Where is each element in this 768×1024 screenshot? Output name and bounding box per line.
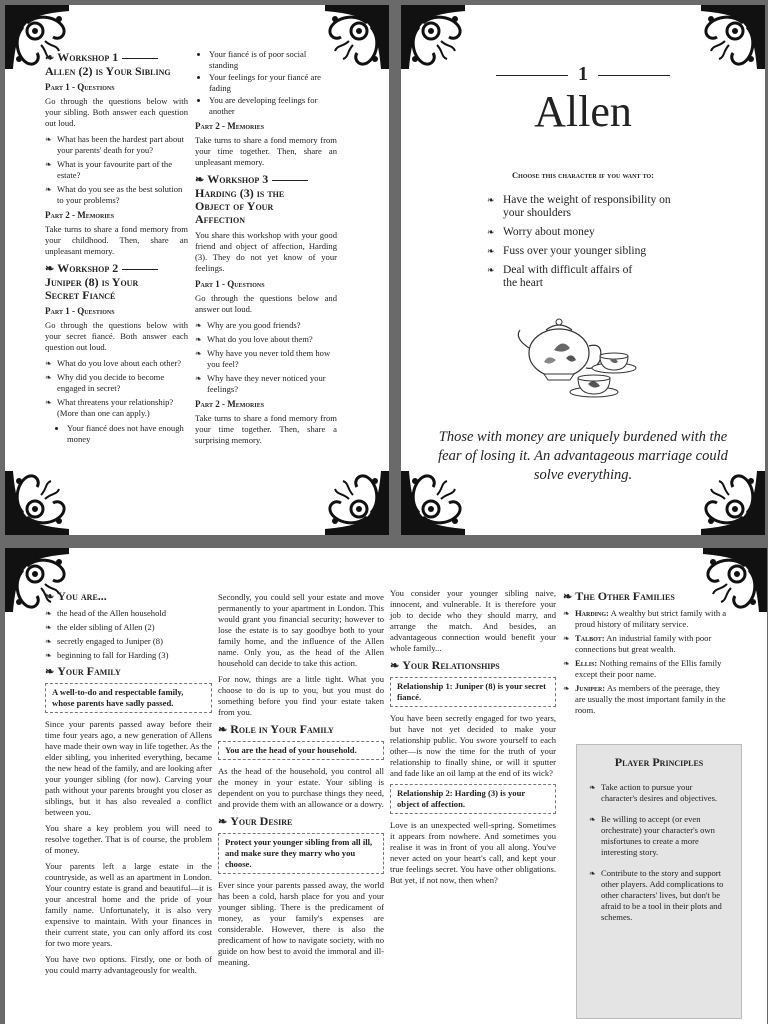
question-item: ❧ What do you love about them? (195, 334, 337, 345)
workshops-column-2 (195, 49, 337, 451)
choice-item: ❧ Worry about money (487, 226, 677, 239)
threat-item: • Your fiancé does not have enough money (67, 423, 188, 445)
question-item: ❧ What has been the hardest part about your parents' death for you? (45, 134, 188, 156)
part-1-label: Part 1 - Questions (195, 279, 265, 289)
desire-box: Protect your younger sibling from all ill, and make sure they marry who you choose. (218, 833, 384, 874)
sheet-column-1 (45, 588, 212, 981)
threat-list (195, 49, 337, 117)
workshop-1-memories: Take turns to share a fond memory from your childhood. Then, share an unpleasant memory. (45, 224, 188, 256)
you-are-item: ❧ beginning to fall for Harding (3) (45, 650, 212, 661)
teapot-and-teacups-illustration (514, 308, 649, 403)
workshop-3-heading: ❧ Workshop 3 Harding (3) is the Object of Your Affection (195, 173, 337, 226)
fleuron-icon: ❧ (45, 52, 55, 64)
family-paragraph: Since your parents passed away before their time four years ago, a new generation of Allens have made their own way in life together. As the elder sibling, you inherited everything, became the new head of the family, and are looking after your younger sibling (for now). Carving your path without your parents brought you closer as siblings, but it has also revealed a conflict between you. (45, 719, 212, 817)
part-1-label: Part 1 - Questions (45, 82, 115, 92)
fleuron-icon: ❧ (218, 816, 228, 828)
character-name: Allen (534, 87, 632, 136)
fleuron-icon: ❧ (45, 666, 55, 678)
desire-heading: ❧ Your Desire (218, 814, 293, 828)
threat-item: • You are developing feelings for another (209, 95, 337, 117)
relationships-heading: ❧ Your Relationships (390, 658, 500, 672)
desire-paragraph: You consider your younger sibling naive, innocent, and vulnerable. It is therefore your job to decide who they should marry, and arrange the match. And besides, an advantageous connection would benefit your whole family... (390, 588, 556, 653)
family-paragraph: Secondly, you could sell your estate and move permanently to your apartment in London. This would grant you financial security; however to lose the estate is to say goodbye both to your family home, and the influence of the Allen name. Only you, as the head of the Allen household can decide to take this action. (218, 592, 384, 668)
principle-item: ❧ Take action to pursue your character's desires and objectives. (589, 782, 729, 804)
role-paragraph: As the head of the household, you control all the money in your estate. Your sibling is dependent on you to purchase things they need, and provide them with an allowance or a dowry. (218, 766, 384, 809)
family-paragraph: You have two options. Firstly, one or both of you could marry advantageously for wealth. (45, 954, 212, 975)
threat-item: • Your fiancé is of poor social standing (209, 49, 337, 71)
fleuron-icon: ❧ (563, 591, 573, 603)
workshop-2-questions (45, 358, 188, 419)
you-are-item: ❧ the elder sibling of Allen (2) (45, 622, 212, 633)
principle-item: ❧ Contribute to the story and support other players. Add complications to other characters' lives, but don't be afraid to be a tool in their plots and schemes. (589, 868, 729, 923)
part-2-label: Part 2 - Memories (45, 210, 115, 220)
relationship-2-box: Relationship 2: Harding (3) is your object of affection. (390, 784, 556, 814)
player-principles-title: Player Principles (614, 755, 704, 769)
choice-item: ❧ Fuss over your younger sibling (487, 245, 677, 258)
workshop-1-intro: Go through the questions below with your sibling. Both answer each question out loud. (45, 96, 188, 128)
you-are-heading: ❧ You are... (45, 589, 107, 603)
question-item: ❧ What is your favourite part of the estate? (45, 159, 188, 181)
you-are-item: ❧ secretly engaged to Juniper (8) (45, 636, 212, 647)
role-box: You are the head of your household. (218, 741, 384, 760)
workshop-2-heading: ❧ Workshop 2 Juniper (8) is Your Secret Fiancé (45, 262, 188, 302)
principle-item: ❧ Be willing to accept (or even orchestrate) your character's own misfortunes to create a more interesting story. (589, 814, 729, 858)
question-item: ❧ What threatens your relationship? (More than one can apply.) (45, 397, 188, 419)
relationship-2-paragraph: Love is an unexpected well-spring. Sometimes it appears from nowhere. And sometimes you realise it was in front of you all along. You've never acted on your heart's call, and kept your true feelings secret. You have other obligations. But yet, if not now, then when? (390, 820, 556, 885)
filigree-corner-icon (5, 471, 69, 535)
part-1-label: Part 1 - Questions (45, 306, 115, 316)
workshop-3-question-intro: Go through the questions below and answer out loud. (195, 293, 337, 314)
fleuron-icon: ❧ (218, 724, 228, 736)
choice-list (487, 194, 677, 296)
fleuron-icon: ❧ (45, 591, 55, 603)
workshop-3-intro: You share this workshop with your good friend and object of affection, Harding (3). They do not yet know of your feelings. (195, 230, 337, 273)
principles-list (589, 782, 729, 923)
workshops-page (5, 5, 389, 535)
filigree-corner-icon (701, 5, 765, 69)
fleuron-icon: ❧ (45, 263, 55, 275)
question-item: ❧ Why have you never told them how you feel? (195, 348, 337, 370)
role-heading: ❧ Role in Your Family (218, 722, 334, 736)
family-item: ❧ Talbot: An industrial family with poor connections but great wealth. (563, 633, 731, 655)
filigree-corner-icon (401, 5, 465, 69)
workshop-1-questions (45, 134, 188, 206)
workshop-1-heading: ❧ Workshop 1 Allen (2) is Your Sibling (45, 50, 171, 78)
family-item: ❧ Harding: A wealthy but strict family with a proud history of military service. (563, 608, 731, 630)
sheet-column-2 (218, 592, 384, 973)
family-item: ❧ Ellis: Nothing remains of the Ellis family except their poor name. (563, 658, 731, 680)
desire-paragraph: Ever since your parents passed away, the world has been a cold, harsh place for you and your younger sibling. There is the predicament of money, as your family's expenses are considerable. However, there is also the predicament of how to navigate society, with no guide on how best to avoid the immoral and ill-meaning. (218, 880, 384, 967)
workshops-column-1 (45, 49, 188, 449)
sheet-column-3 (390, 588, 556, 891)
other-families-heading: ❧ The Other Families (563, 589, 675, 603)
workshop-3-questions (195, 320, 337, 395)
family-summary-box: A well-to-do and respectable family, whose parents have sadly passed. (45, 683, 212, 713)
workshop-2-memories: Take turns to share a fond memory from your time together. Then, share an unpleasant memory. (195, 135, 337, 167)
workshop-3-memories: Take turns to share a fond memory from your time together. Then, share a surprising memory. (195, 413, 337, 445)
relationship-1-paragraph: You have been secretly engaged for two years, but have not yet decided to make your relationship public. You swore yourself to each other—is now the time for the truth of your relationship to finally shine, or will it sputter and fade like an oil lamp at the end of its wick? (390, 713, 556, 778)
question-item: ❧ Why did you decide to become engaged in secret? (45, 372, 188, 394)
your-family-heading: ❧ Your Family (45, 664, 121, 678)
question-item: ❧ What do you love about each other? (45, 358, 188, 369)
character-quote: Those with money are uniquely burdened with the fear of losing it. An advantageous marriage could solve everything. (438, 429, 728, 483)
family-paragraph: Your parents left a large estate in the countryside, as well as an apartment in London. Your country estate is grand and beautiful—it is your ancestral home and the pride of your family name. Unfortunately, it is also very expensive to maintain. With your finances in their current state, you can only afford its cost for two more years. (45, 861, 212, 948)
choose-label: Choose this character if you want to: (512, 170, 654, 180)
character-title-page (401, 5, 765, 535)
families-list (563, 608, 731, 716)
threat-item: • Your feelings for your fiancé are fading (209, 72, 337, 94)
family-paragraph: You share a key problem you will need to resolve together. That is of course, the problem of money. (45, 823, 212, 855)
filigree-corner-icon (325, 471, 389, 535)
choice-item: ❧ Deal with difficult affairs of the heart (487, 264, 647, 290)
fleuron-icon: ❧ (390, 660, 400, 672)
family-paragraph: For now, things are a little tight. What you choose to do is up to you, but you must do something before you find your estate taken from you. (218, 674, 384, 717)
choice-item: ❧ Have the weight of responsibility on your shoulders (487, 194, 677, 220)
character-number: 1 (401, 63, 765, 86)
question-item: ❧ What do you see as the best solution to your problems? (45, 184, 188, 206)
question-item: ❧ Why have they never noticed your feelings? (195, 373, 337, 395)
player-principles-box (576, 744, 742, 1019)
relationship-1-box: Relationship 1: Juniper (8) is your secret fiancé. (390, 677, 556, 707)
threat-list (45, 423, 188, 445)
question-item: ❧ Why are you good friends? (195, 320, 337, 331)
part-2-label: Part 2 - Memories (195, 399, 265, 409)
family-item: ❧ Juniper: As members of the peerage, they are usually the most important family in the room. (563, 683, 731, 716)
part-2-label: Part 2 - Memories (195, 121, 265, 131)
fleuron-icon: ❧ (195, 174, 205, 186)
sheet-column-4 (563, 588, 731, 720)
character-sheet-page (5, 548, 767, 1024)
workshop-2-intro: Go through the questions below with your secret fiancé. Both answer each question out loud. (45, 320, 188, 352)
you-are-item: ❧ the head of the Allen household (45, 608, 212, 619)
you-are-list (45, 608, 212, 661)
